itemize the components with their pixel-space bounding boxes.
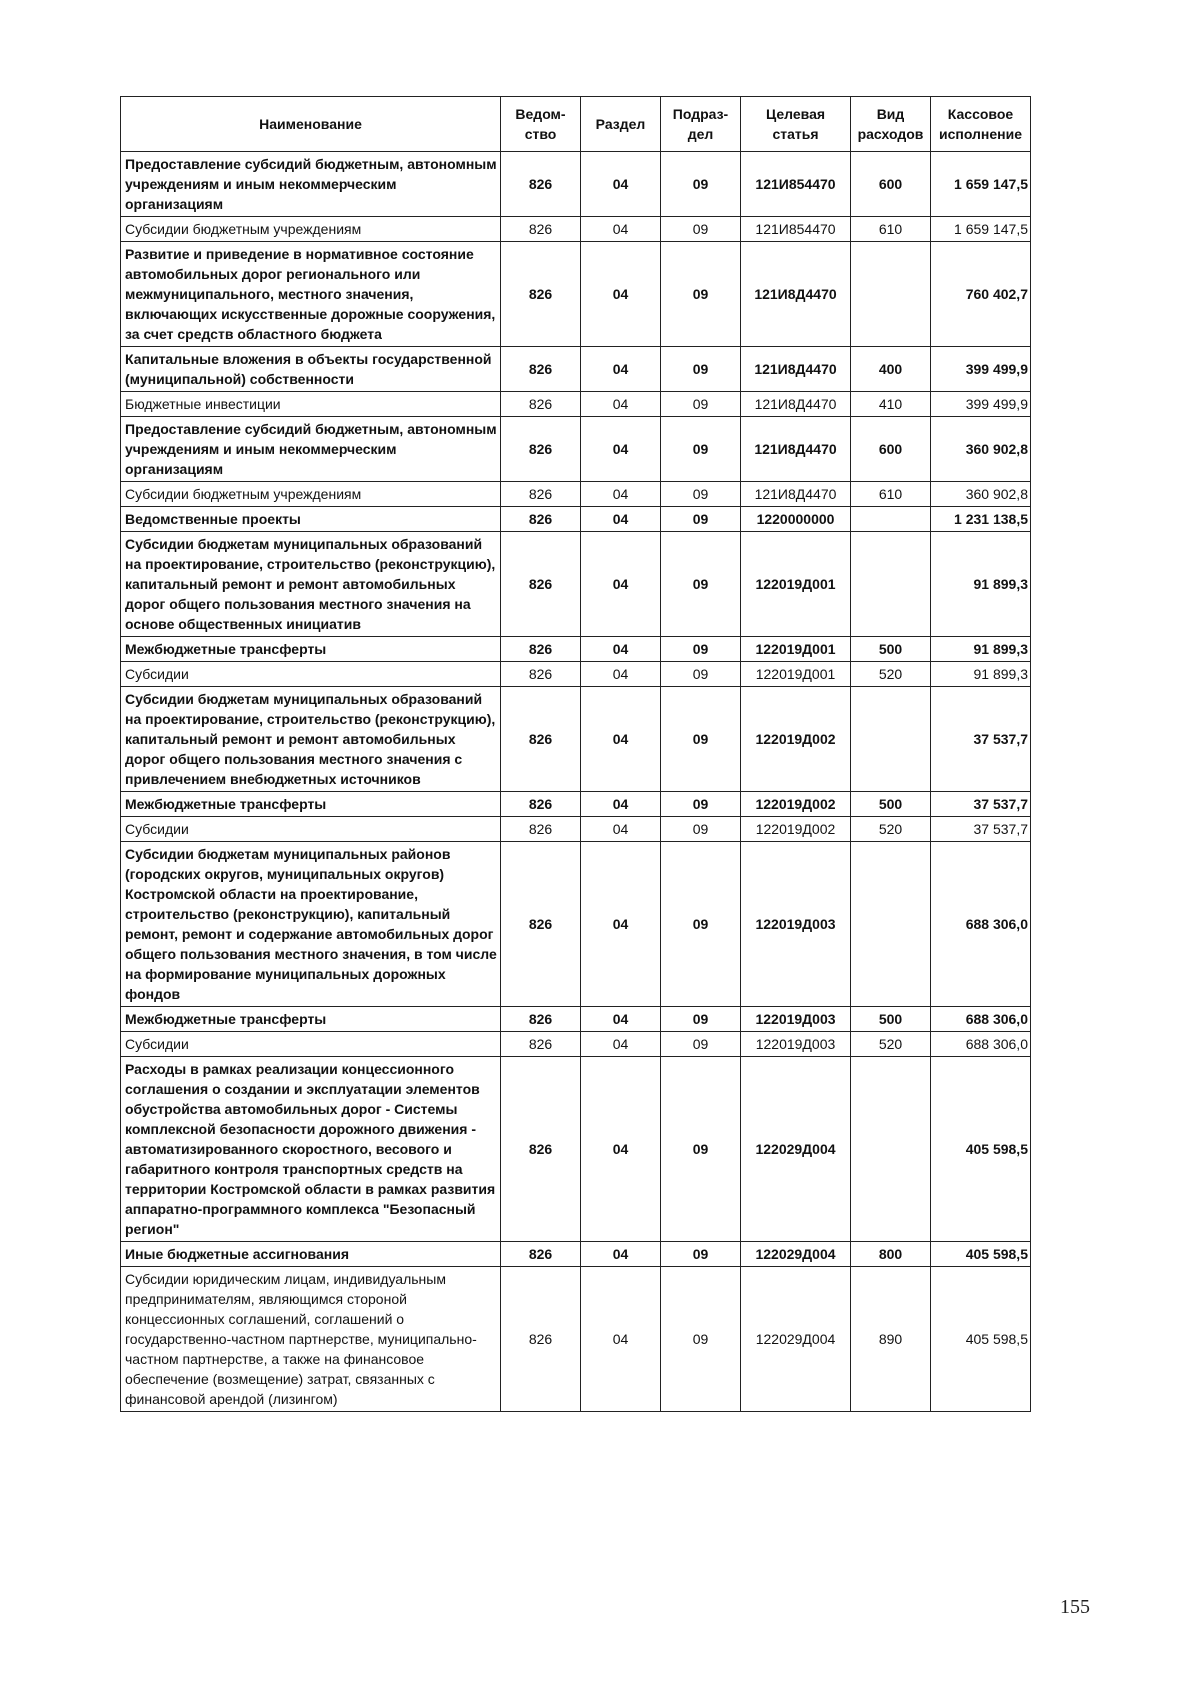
cell-amount: 37 537,7 <box>931 792 1031 817</box>
cell-name: Межбюджетные трансферты <box>121 792 501 817</box>
cell-target: 121И8Д4470 <box>741 392 851 417</box>
cell-target: 121И854470 <box>741 152 851 217</box>
table-row <box>121 417 1031 482</box>
table-row <box>121 507 1031 532</box>
cell-name: Субсидии юридическим лицам, индивидуальным предпринимателям, являющимся стороной концессионных соглашений, соглашений о государственно-частном партнерстве, муниципально-частном партнерстве, а также на финансовое обеспечение (возмещение) затрат, связанных с финансовой арендой (лизингом) <box>121 1267 501 1412</box>
cell-target: 121И8Д4470 <box>741 347 851 392</box>
cell-subsection: 09 <box>661 1242 741 1267</box>
cell-dept: 826 <box>501 1267 581 1412</box>
cell-name: Иные бюджетные ассигнования <box>121 1242 501 1267</box>
cell-target: 122019Д003 <box>741 842 851 1007</box>
cell-name: Субсидии бюджетным учреждениям <box>121 482 501 507</box>
cell-subsection: 09 <box>661 1007 741 1032</box>
cell-subsection: 09 <box>661 792 741 817</box>
cell-dept: 826 <box>501 1007 581 1032</box>
header-row <box>121 97 1031 152</box>
cell-exp-type <box>851 1057 931 1242</box>
cell-subsection: 09 <box>661 687 741 792</box>
cell-target: 122019Д002 <box>741 817 851 842</box>
cell-subsection: 09 <box>661 842 741 1007</box>
header-name: Наименование <box>121 97 501 152</box>
cell-name: Развитие и приведение в нормативное состояние автомобильных дорог регионального или межмуниципального, местного значения, включающих искусственные дорожные сооружения, за счет средств областного бюджета <box>121 242 501 347</box>
cell-amount: 688 306,0 <box>931 842 1031 1007</box>
cell-target: 122029Д004 <box>741 1242 851 1267</box>
cell-section: 04 <box>581 392 661 417</box>
cell-exp-type: 800 <box>851 1242 931 1267</box>
table-row <box>121 1032 1031 1057</box>
cell-amount: 399 499,9 <box>931 392 1031 417</box>
cell-target: 122019Д003 <box>741 1007 851 1032</box>
header-amount: Кассовое исполнение <box>931 97 1031 152</box>
cell-subsection: 09 <box>661 817 741 842</box>
cell-section: 04 <box>581 1242 661 1267</box>
cell-subsection: 09 <box>661 392 741 417</box>
cell-dept: 826 <box>501 532 581 637</box>
cell-subsection: 09 <box>661 507 741 532</box>
cell-amount: 91 899,3 <box>931 532 1031 637</box>
cell-dept: 826 <box>501 817 581 842</box>
cell-section: 04 <box>581 1007 661 1032</box>
table-row <box>121 1057 1031 1242</box>
table-row <box>121 662 1031 687</box>
cell-name: Субсидии бюджетам муниципальных образований на проектирование, строительство (реконструкцию), капитальный ремонт и ремонт автомобильных дорог общего пользования местного значения на основе общественных инициатив <box>121 532 501 637</box>
cell-target: 122029Д004 <box>741 1057 851 1242</box>
cell-amount: 405 598,5 <box>931 1267 1031 1412</box>
cell-dept: 826 <box>501 152 581 217</box>
cell-dept: 826 <box>501 507 581 532</box>
cell-dept: 826 <box>501 1242 581 1267</box>
table-row <box>121 532 1031 637</box>
cell-section: 04 <box>581 687 661 792</box>
cell-dept: 826 <box>501 482 581 507</box>
cell-section: 04 <box>581 507 661 532</box>
cell-target: 121И8Д4470 <box>741 242 851 347</box>
cell-amount: 1 231 138,5 <box>931 507 1031 532</box>
cell-subsection: 09 <box>661 1057 741 1242</box>
cell-target: 121И8Д4470 <box>741 482 851 507</box>
cell-target: 122019Д001 <box>741 532 851 637</box>
table-row <box>121 637 1031 662</box>
cell-dept: 826 <box>501 792 581 817</box>
cell-exp-type: 600 <box>851 152 931 217</box>
cell-section: 04 <box>581 217 661 242</box>
cell-name: Капитальные вложения в объекты государственной (муниципальной) собственности <box>121 347 501 392</box>
cell-amount: 1 659 147,5 <box>931 217 1031 242</box>
cell-name: Расходы в рамках реализации концессионного соглашения о создании и эксплуатации элементов обустройства автомобильных дорог - Системы комплексной безопасности дорожного движения - автоматизированного скоростного, весового и габаритного контроля транспортных средств на территории Костромской области в рамках развития аппаратно-программного комплекса "Безопасный регион" <box>121 1057 501 1242</box>
table-row <box>121 347 1031 392</box>
cell-name: Бюджетные инвестиции <box>121 392 501 417</box>
table-row <box>121 817 1031 842</box>
cell-subsection: 09 <box>661 637 741 662</box>
cell-section: 04 <box>581 662 661 687</box>
cell-section: 04 <box>581 1032 661 1057</box>
cell-target: 122029Д004 <box>741 1267 851 1412</box>
cell-target: 1220000000 <box>741 507 851 532</box>
cell-name: Субсидии бюджетным учреждениям <box>121 217 501 242</box>
cell-dept: 826 <box>501 417 581 482</box>
cell-section: 04 <box>581 482 661 507</box>
cell-dept: 826 <box>501 687 581 792</box>
table-row <box>121 1007 1031 1032</box>
cell-exp-type <box>851 687 931 792</box>
cell-subsection: 09 <box>661 482 741 507</box>
page-number: 155 <box>1060 1596 1090 1618</box>
cell-section: 04 <box>581 417 661 482</box>
cell-section: 04 <box>581 152 661 217</box>
cell-exp-type <box>851 842 931 1007</box>
table-row <box>121 687 1031 792</box>
cell-exp-type: 610 <box>851 482 931 507</box>
cell-target: 122019Д001 <box>741 637 851 662</box>
cell-name: Субсидии бюджетам муниципальных районов (городских округов, муниципальных округов) Костромской области на проектирование, строительство (реконструкцию), капитальный ремонт, ремонт и содержание автомобильных дорог общего пользования местного значения, в том числе на формирование муниципальных дорожных фондов <box>121 842 501 1007</box>
cell-dept: 826 <box>501 242 581 347</box>
cell-exp-type: 890 <box>851 1267 931 1412</box>
cell-dept: 826 <box>501 217 581 242</box>
cell-subsection: 09 <box>661 1032 741 1057</box>
cell-exp-type: 520 <box>851 1032 931 1057</box>
cell-amount: 405 598,5 <box>931 1242 1031 1267</box>
cell-name: Межбюджетные трансферты <box>121 637 501 662</box>
cell-amount: 360 902,8 <box>931 417 1031 482</box>
header-exp-type: Вид расходов <box>851 97 931 152</box>
cell-section: 04 <box>581 532 661 637</box>
cell-name: Субсидии <box>121 817 501 842</box>
header-dept: Ведом- ство <box>501 97 581 152</box>
cell-exp-type <box>851 507 931 532</box>
cell-section: 04 <box>581 817 661 842</box>
table-row <box>121 842 1031 1007</box>
table-row <box>121 152 1031 217</box>
cell-name: Предоставление субсидий бюджетным, автономным учреждениям и иным некоммерческим организациям <box>121 152 501 217</box>
cell-exp-type: 520 <box>851 662 931 687</box>
cell-section: 04 <box>581 242 661 347</box>
cell-name: Субсидии бюджетам муниципальных образований на проектирование, строительство (реконструкцию), капитальный ремонт и ремонт автомобильных дорог общего пользования местного значения с привлечением внебюджетных источников <box>121 687 501 792</box>
cell-exp-type: 610 <box>851 217 931 242</box>
cell-subsection: 09 <box>661 152 741 217</box>
cell-amount: 760 402,7 <box>931 242 1031 347</box>
cell-amount: 360 902,8 <box>931 482 1031 507</box>
cell-name: Предоставление субсидий бюджетным, автономным учреждениям и иным некоммерческим организациям <box>121 417 501 482</box>
table-body <box>121 152 1031 1412</box>
cell-dept: 826 <box>501 1032 581 1057</box>
cell-amount: 37 537,7 <box>931 817 1031 842</box>
cell-exp-type: 600 <box>851 417 931 482</box>
cell-target: 121И854470 <box>741 217 851 242</box>
cell-exp-type: 500 <box>851 792 931 817</box>
cell-exp-type: 410 <box>851 392 931 417</box>
cell-target: 122019Д001 <box>741 662 851 687</box>
cell-dept: 826 <box>501 1057 581 1242</box>
cell-subsection: 09 <box>661 242 741 347</box>
header-subsection: Подраз- дел <box>661 97 741 152</box>
cell-subsection: 09 <box>661 1267 741 1412</box>
cell-subsection: 09 <box>661 217 741 242</box>
cell-section: 04 <box>581 1057 661 1242</box>
cell-section: 04 <box>581 842 661 1007</box>
cell-dept: 826 <box>501 842 581 1007</box>
cell-dept: 826 <box>501 637 581 662</box>
cell-target: 122019Д003 <box>741 1032 851 1057</box>
cell-subsection: 09 <box>661 417 741 482</box>
cell-exp-type: 500 <box>851 1007 931 1032</box>
cell-exp-type <box>851 532 931 637</box>
budget-table <box>120 96 1031 1412</box>
table-row <box>121 1267 1031 1412</box>
cell-name: Ведомственные проекты <box>121 507 501 532</box>
cell-dept: 826 <box>501 392 581 417</box>
cell-target: 122019Д002 <box>741 687 851 792</box>
table-row <box>121 217 1031 242</box>
cell-subsection: 09 <box>661 532 741 637</box>
cell-subsection: 09 <box>661 347 741 392</box>
cell-name: Субсидии <box>121 1032 501 1057</box>
cell-amount: 399 499,9 <box>931 347 1031 392</box>
cell-amount: 688 306,0 <box>931 1032 1031 1057</box>
table-row <box>121 482 1031 507</box>
cell-section: 04 <box>581 637 661 662</box>
cell-amount: 91 899,3 <box>931 637 1031 662</box>
cell-name: Субсидии <box>121 662 501 687</box>
cell-amount: 688 306,0 <box>931 1007 1031 1032</box>
cell-exp-type <box>851 242 931 347</box>
cell-name: Межбюджетные трансферты <box>121 1007 501 1032</box>
table-row <box>121 392 1031 417</box>
cell-section: 04 <box>581 347 661 392</box>
cell-target: 121И8Д4470 <box>741 417 851 482</box>
cell-amount: 37 537,7 <box>931 687 1031 792</box>
cell-dept: 826 <box>501 347 581 392</box>
cell-subsection: 09 <box>661 662 741 687</box>
cell-dept: 826 <box>501 662 581 687</box>
cell-exp-type: 400 <box>851 347 931 392</box>
table-row <box>121 1242 1031 1267</box>
header-target: Целевая статья <box>741 97 851 152</box>
cell-section: 04 <box>581 1267 661 1412</box>
cell-target: 122019Д002 <box>741 792 851 817</box>
cell-amount: 405 598,5 <box>931 1057 1031 1242</box>
cell-amount: 91 899,3 <box>931 662 1031 687</box>
header-section: Раздел <box>581 97 661 152</box>
cell-exp-type: 520 <box>851 817 931 842</box>
cell-amount: 1 659 147,5 <box>931 152 1031 217</box>
table-row <box>121 242 1031 347</box>
table-row <box>121 792 1031 817</box>
cell-exp-type: 500 <box>851 637 931 662</box>
cell-section: 04 <box>581 792 661 817</box>
